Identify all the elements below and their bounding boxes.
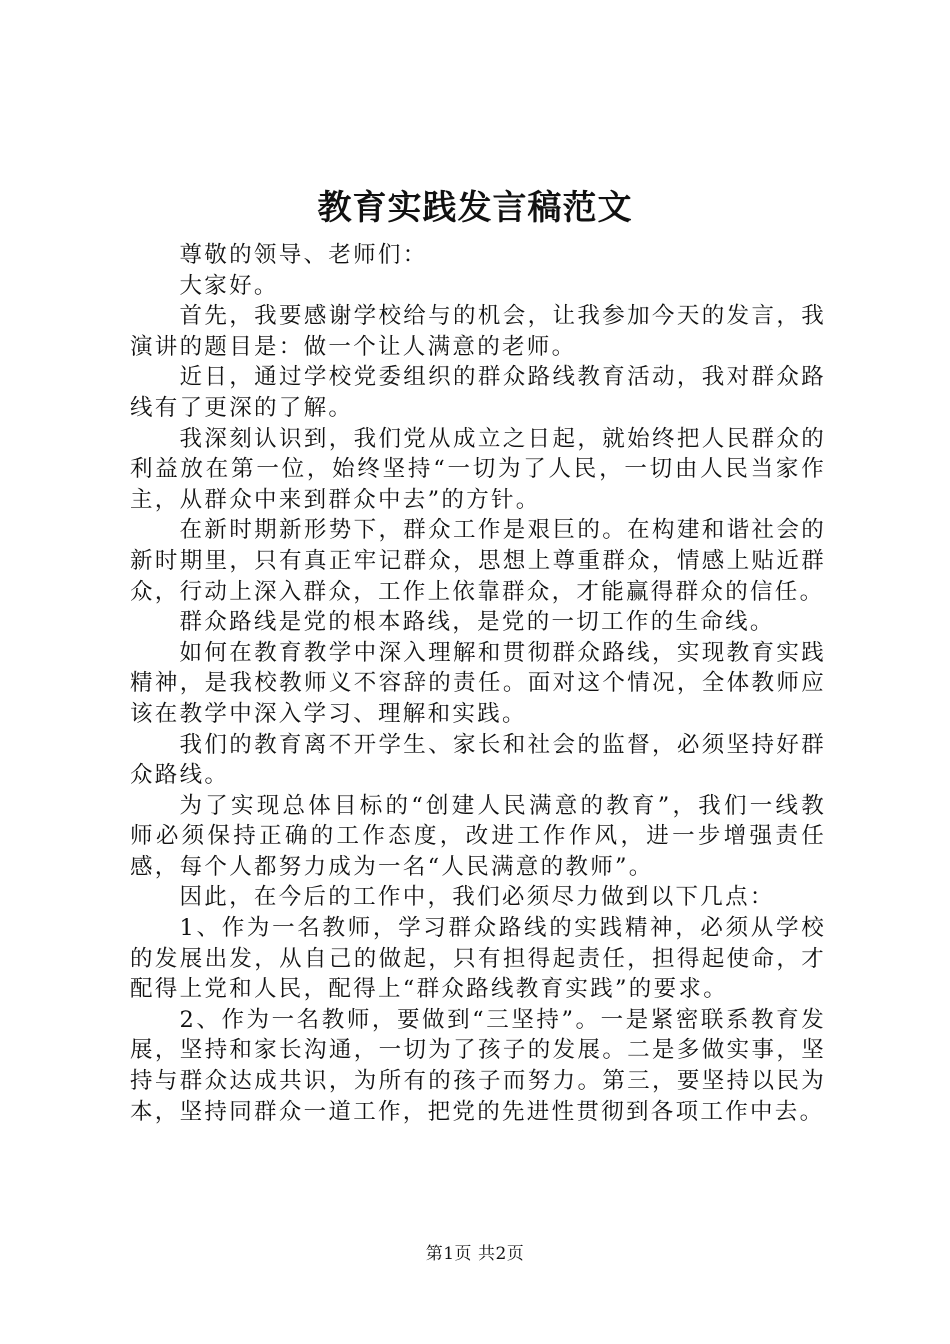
paragraph-point-1: 1、作为一名教师，学习群众路线的实践精神，必须从学校的发展出发，从自己的做起，只有担得起责任，担得起使命，才配得上党和人民，配得上“群众路线教育实践”的要求。 xyxy=(130,915,826,1003)
document-body xyxy=(130,240,826,1127)
paragraph-salutation: 尊敬的领导、老师们： xyxy=(179,242,428,268)
paragraph-teacher-duty: 如何在教育教学中深入理解和贯彻群众路线，实现教育实践精神，是我校教师义不容辞的责任。面对这个情况，全体教师应该在教学中深入学习、理解和实践。 xyxy=(130,639,826,727)
document-title: 教育实践发言稿范文 xyxy=(317,188,633,228)
paragraph-mass-line: 群众路线是党的根本路线，是党的一切工作的生命线。 xyxy=(179,609,775,636)
paragraph-party-principle: 我深刻认识到，我们党从成立之日起，就始终把人民群众的利益放在第一位，始终坚持“一切为了人民，一切由人民当家作主，从群众中来到群众中去”的方针。 xyxy=(130,425,826,513)
paragraph-greeting: 大家好。 xyxy=(179,272,279,299)
paragraph-goal: 为了实现总体目标的“创建人民满意的教育”，我们一线教师必须保持正确的工作态度，改进工作作风，进一步增强责任感，每个人都努力成为一名“人民满意的教师”。 xyxy=(130,792,826,880)
paragraph-recent-activity: 近日，通过学校党委组织的群众路线教育活动，我对群众路线有了更深的了解。 xyxy=(130,364,826,421)
paragraph-opening: 首先，我要感谢学校给与的机会，让我参加今天的发言，我演讲的题目是：做一个让人满意的老师。 xyxy=(130,303,826,360)
paragraph-new-era: 在新时期新形势下，群众工作是艰巨的。在构建和谐社会的新时期里，只有真正牢记群众，思想上尊重群众，情感上贴近群众，行动上深入群众，工作上依靠群众，才能赢得群众的信任。 xyxy=(130,517,826,605)
page-number-footer: 第1页 共2页 xyxy=(425,1244,525,1264)
paragraph-supervision: 我们的教育离不开学生、家长和社会的监督，必须坚持好群众路线。 xyxy=(130,731,826,789)
paragraph-points-intro: 因此，在今后的工作中，我们必须尽力做到以下几点： xyxy=(179,884,775,911)
paragraph-point-2: 2、作为一名教师，要做到“三坚持”。一是紧密联系教育发展，坚持和家长沟通，一切为了孩子的发展。二是多做实事，坚持与群众达成共识，为所有的孩子而努力。第三，要坚持以民为本，坚持同群众一道工作，把党的先进性贯彻到各项工作中去。 xyxy=(130,1006,826,1125)
